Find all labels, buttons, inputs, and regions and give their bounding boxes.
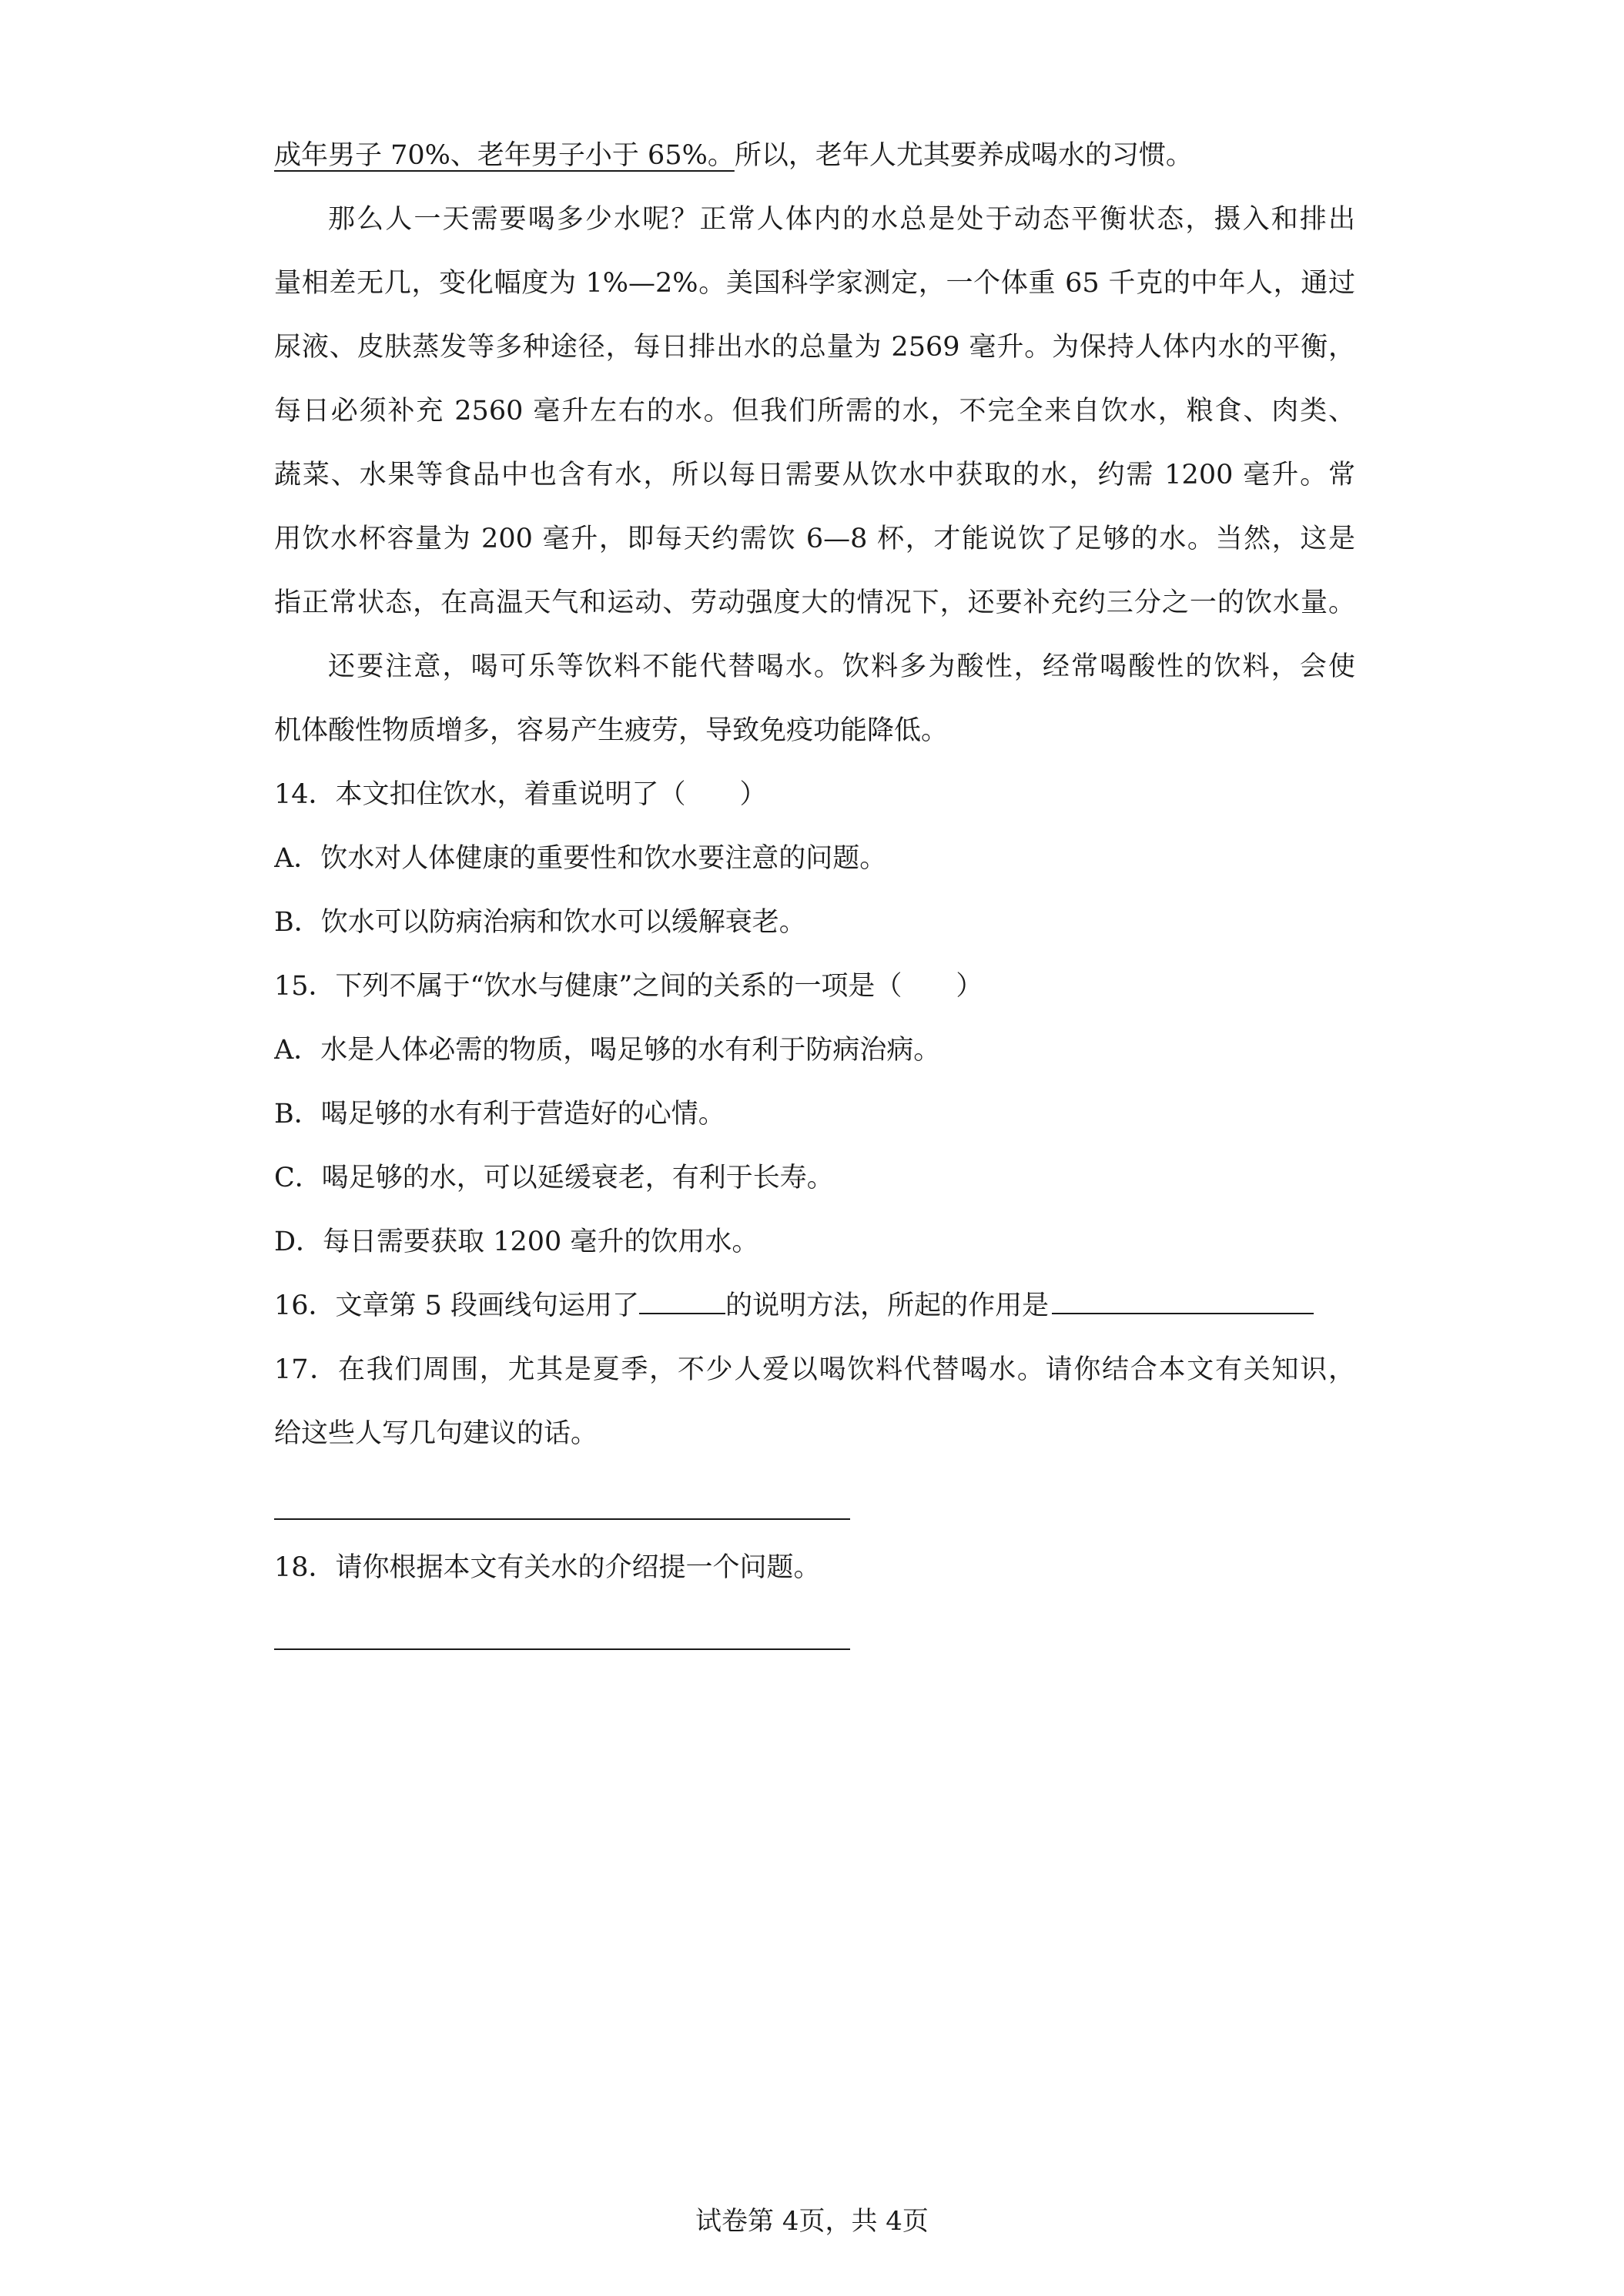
answer-blank-method[interactable] [639,1287,725,1314]
underlined-sentence: 成年男子 70%、老年男子小于 65%。 [274,140,735,171]
answer-blank-effect[interactable] [1052,1287,1314,1314]
passage-line: 机体酸性物质增多，容易产生疲劳，导致免疫功能降低。 [274,715,949,746]
question-14-option-b: B．饮水可以防病治病和饮水可以缓解衰老。 [274,907,806,938]
passage-line: 指正常状态，在高温天气和运动、劳动强度大的情况下，还要补充约三分之一的饮水量。 [274,587,1355,618]
passage-line: 还要注意，喝可乐等饮料不能代替喝水。饮料多为酸性，经常喝酸性的饮料，会使 [328,651,1355,682]
passage-line: 尿液、皮肤蒸发等多种途径，每日排出水的总量为 2569 毫升。为保持人体内水的平衡， [274,332,1355,363]
passage-line: 蔬菜、水果等食品中也含有水，所以每日需要从饮水中获取的水，约需 1200 毫升。常 [274,460,1355,490]
question-17-line: 17．在我们周围，尤其是夏季，不少人爱以喝饮料代替喝水。请你结合本文有关知识， [274,1354,1355,1385]
answer-line-q18[interactable] [274,1648,850,1650]
passage-line: 量相差无几，变化幅度为 1%—2%。美国科学家测定，一个体重 65 千克的中年人，通过 [274,268,1355,299]
page-footer: 试卷第 4页，共 4页 [695,2206,929,2237]
passage-line: 每日必须补充 2560 毫升左右的水。但我们所需的水，不完全来自饮水，粮食、肉类、 [274,396,1355,427]
question-16-part2: 的说明方法，所起的作用是 [725,1290,1050,1321]
question-16-part1: 16．文章第 5 段画线句运用了 [274,1290,640,1321]
passage-line [274,132,1355,179]
passage-line: 用饮水杯容量为 200 毫升，即每天约需饮 6—8 杯，才能说饮了足够的水。当然，这是 [274,524,1355,554]
question-15-option-b: B．喝足够的水有利于营造好的心情。 [274,1099,725,1130]
question-15-option-a: A．水是人体必需的物质，喝足够的水有利于防病治病。 [274,1035,941,1066]
question-14-option-a: A．饮水对人体健康的重要性和饮水要注意的问题。 [274,843,887,874]
question-17-line: 给这些人写几句建议的话。 [274,1418,598,1449]
passage-line: 那么人一天需要喝多少水呢？正常人体内的水总是处于动态平衡状态，摄入和排出 [328,204,1355,235]
question-15-option-d: D．每日需要获取 1200 毫升的饮用水。 [274,1227,759,1257]
question-14-stem: 14．本文扣住饮水，着重说明了（ ） [274,779,767,810]
question-15-stem: 15．下列不属于“饮水与健康”之间的关系的一项是（ ） [274,971,983,1002]
passage-text: 所以，老年人尤其要养成喝水的习惯。 [734,140,1193,171]
question-15-option-c: C．喝足够的水，可以延缓衰老，有利于长寿。 [274,1163,834,1193]
answer-line-q17[interactable] [274,1518,850,1520]
question-18-stem: 18．请你根据本文有关水的介绍提一个问题。 [274,1552,821,1583]
question-16 [274,1283,1355,1329]
